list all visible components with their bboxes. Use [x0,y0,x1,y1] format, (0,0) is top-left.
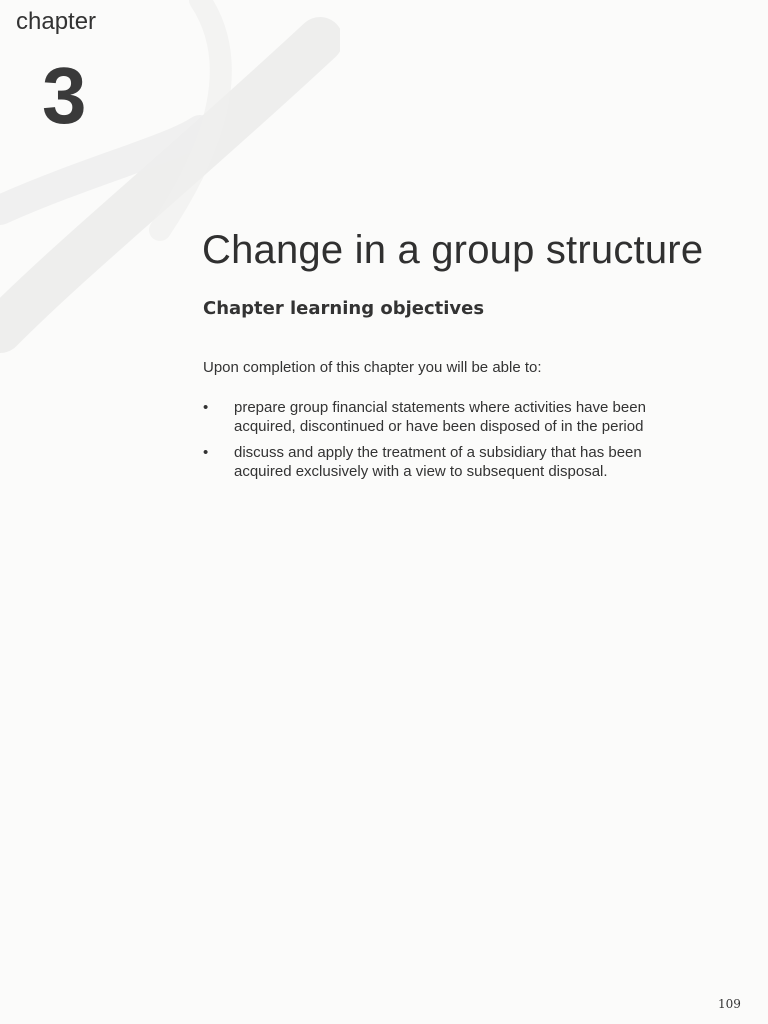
objectives-list [203,398,703,488]
page-number: 109 [718,997,741,1011]
bullet-icon: • [203,399,209,416]
objectives-heading: Chapter learning objectives [203,298,485,319]
bullet-icon: • [203,444,209,461]
objectives-intro: Upon completion of this chapter you will be able to: [203,359,542,376]
chapter-title: Change in a group structure [202,228,704,272]
chapter-label: chapter [16,8,97,35]
objective-text: discuss and apply the treatment of a subsidiary that has been acquired exclusively with a view to subsequent disposal. [234,444,642,480]
list-item [203,443,703,481]
chapter-number: 3 [42,51,87,140]
list-item [203,398,703,436]
objective-text: prepare group financial statements where activities have been acquired, discontinued or have been disposed of in the period [234,399,646,435]
